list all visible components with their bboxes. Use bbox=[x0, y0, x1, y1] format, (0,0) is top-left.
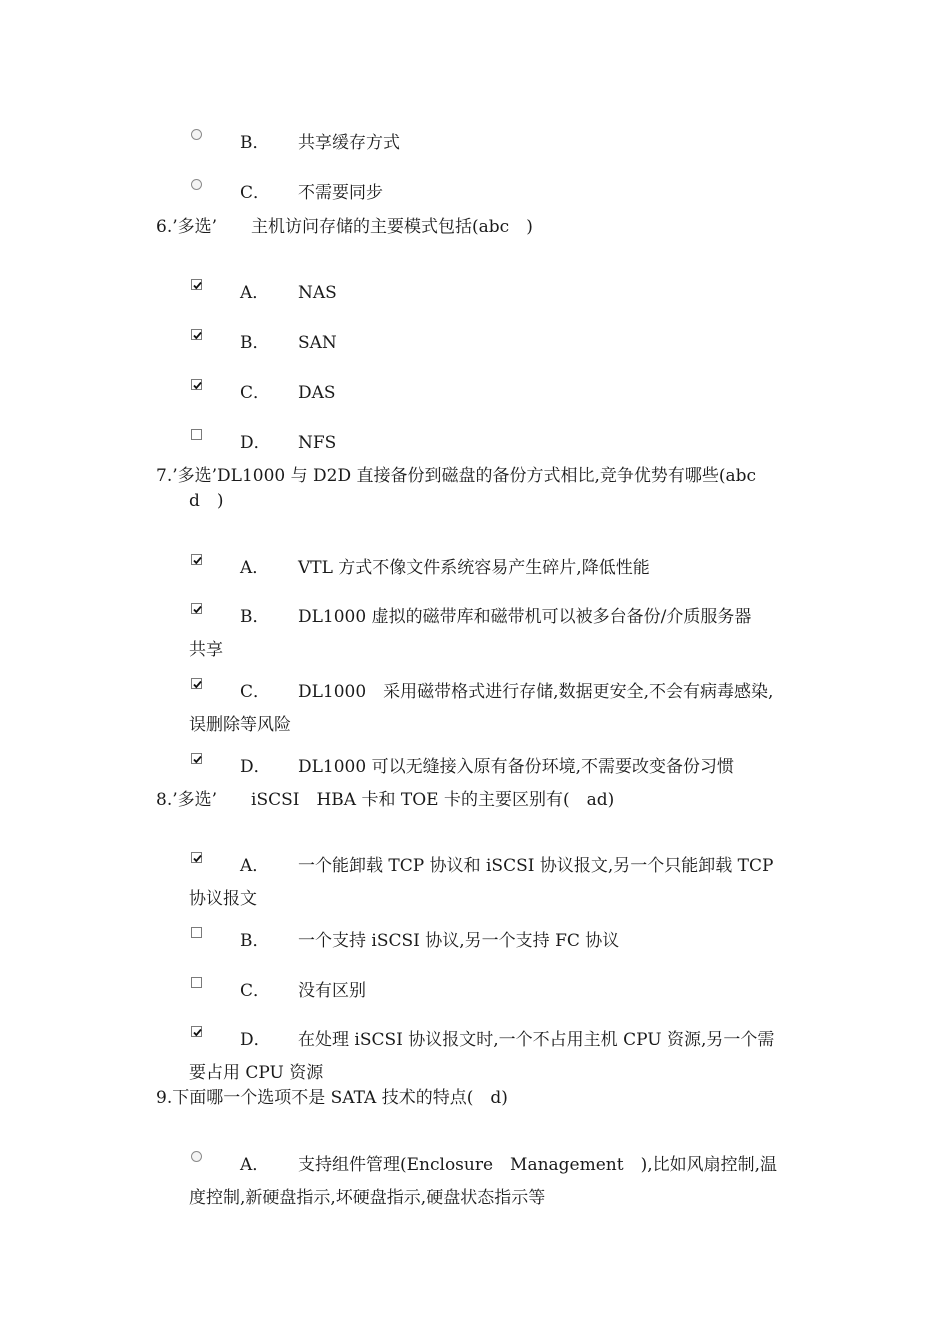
check-icon bbox=[192, 280, 203, 291]
option-b-radio[interactable] bbox=[191, 129, 202, 140]
check-icon bbox=[192, 330, 203, 341]
option-letter: C． bbox=[240, 183, 271, 203]
option-text: 一个能卸载 TCP 协议和 iSCSI 协议报文,另一个只能卸载 TCP bbox=[298, 856, 774, 876]
option-d-checkbox[interactable] bbox=[191, 1026, 202, 1037]
option-b-checkbox[interactable] bbox=[191, 603, 202, 614]
question-7-title-continued: d ) bbox=[189, 491, 224, 511]
check-icon bbox=[192, 555, 203, 566]
option-letter: B． bbox=[240, 931, 270, 951]
check-icon bbox=[192, 679, 203, 690]
option-letter: D． bbox=[240, 433, 271, 453]
question-7-title: 7.’多选’DL1000 与 D2D 直接备份到磁盘的备份方式相比,竞争优势有哪些(abc bbox=[156, 466, 757, 486]
option-a-checkbox[interactable] bbox=[191, 852, 202, 863]
option-d-checkbox[interactable] bbox=[191, 753, 202, 764]
option-letter: A． bbox=[240, 558, 270, 578]
option-c-checkbox[interactable] bbox=[191, 977, 202, 988]
option-c-radio[interactable] bbox=[191, 179, 202, 190]
check-icon bbox=[192, 853, 203, 864]
option-letter: C． bbox=[240, 383, 271, 403]
option-text-continued: 误删除等风险 bbox=[189, 715, 291, 735]
check-icon bbox=[192, 380, 203, 391]
option-letter: B． bbox=[240, 333, 270, 353]
option-b-checkbox[interactable] bbox=[191, 927, 202, 938]
check-icon bbox=[192, 604, 203, 615]
option-letter: B． bbox=[240, 607, 270, 627]
option-text: DAS bbox=[298, 383, 336, 403]
option-letter: B． bbox=[240, 133, 270, 153]
option-a-checkbox[interactable] bbox=[191, 279, 202, 290]
option-a-radio[interactable] bbox=[191, 1151, 202, 1162]
option-c-checkbox[interactable] bbox=[191, 678, 202, 689]
option-text: NAS bbox=[298, 283, 337, 303]
question-6-title: 6.’多选’ 主机访问存储的主要模式包括(abc ) bbox=[156, 217, 533, 237]
option-letter: A． bbox=[240, 1155, 270, 1175]
option-text: DL1000 虚拟的磁带库和磁带机可以被多台备份/介质服务器 bbox=[298, 607, 752, 627]
option-text-continued: 要占用 CPU 资源 bbox=[189, 1063, 324, 1083]
option-text: VTL 方式不像文件系统容易产生碎片,降低性能 bbox=[298, 558, 650, 578]
option-text: 一个支持 iSCSI 协议,另一个支持 FC 协议 bbox=[298, 931, 620, 951]
option-letter: A． bbox=[240, 283, 270, 303]
option-text: 没有区别 bbox=[298, 981, 366, 1001]
option-text: DL1000 采用磁带格式进行存储,数据更安全,不会有病毒感染, bbox=[298, 682, 774, 702]
option-letter: D． bbox=[240, 757, 271, 777]
option-text-continued: 协议报文 bbox=[189, 889, 257, 909]
option-letter: A． bbox=[240, 856, 270, 876]
option-text-continued: 共享 bbox=[189, 640, 223, 660]
option-letter: D． bbox=[240, 1030, 271, 1050]
option-text: 不需要同步 bbox=[298, 183, 383, 203]
option-text: SAN bbox=[298, 333, 337, 353]
question-8-title: 8.’多选’ iSCSI HBA 卡和 TOE 卡的主要区别有( ad) bbox=[156, 790, 615, 810]
option-letter: C． bbox=[240, 682, 271, 702]
option-text: 共享缓存方式 bbox=[298, 133, 400, 153]
question-9-title: 9.下面哪一个选项不是 SATA 技术的特点( d) bbox=[156, 1088, 508, 1108]
option-b-checkbox[interactable] bbox=[191, 329, 202, 340]
option-d-checkbox[interactable] bbox=[191, 429, 202, 440]
option-c-checkbox[interactable] bbox=[191, 379, 202, 390]
option-text: 支持组件管理(Enclosure Management ),比如风扇控制,温 bbox=[298, 1155, 778, 1175]
option-text: NFS bbox=[298, 433, 337, 453]
option-text-continued: 度控制,新硬盘指示,坏硬盘指示,硬盘状态指示等 bbox=[189, 1188, 546, 1208]
option-text: 在处理 iSCSI 协议报文时,一个不占用主机 CPU 资源,另一个需 bbox=[298, 1030, 775, 1050]
option-a-checkbox[interactable] bbox=[191, 554, 202, 565]
option-text: DL1000 可以无缝接入原有备份环境,不需要改变备份习惯 bbox=[298, 757, 734, 777]
check-icon bbox=[192, 1027, 203, 1038]
option-letter: C． bbox=[240, 981, 271, 1001]
check-icon bbox=[192, 754, 203, 765]
